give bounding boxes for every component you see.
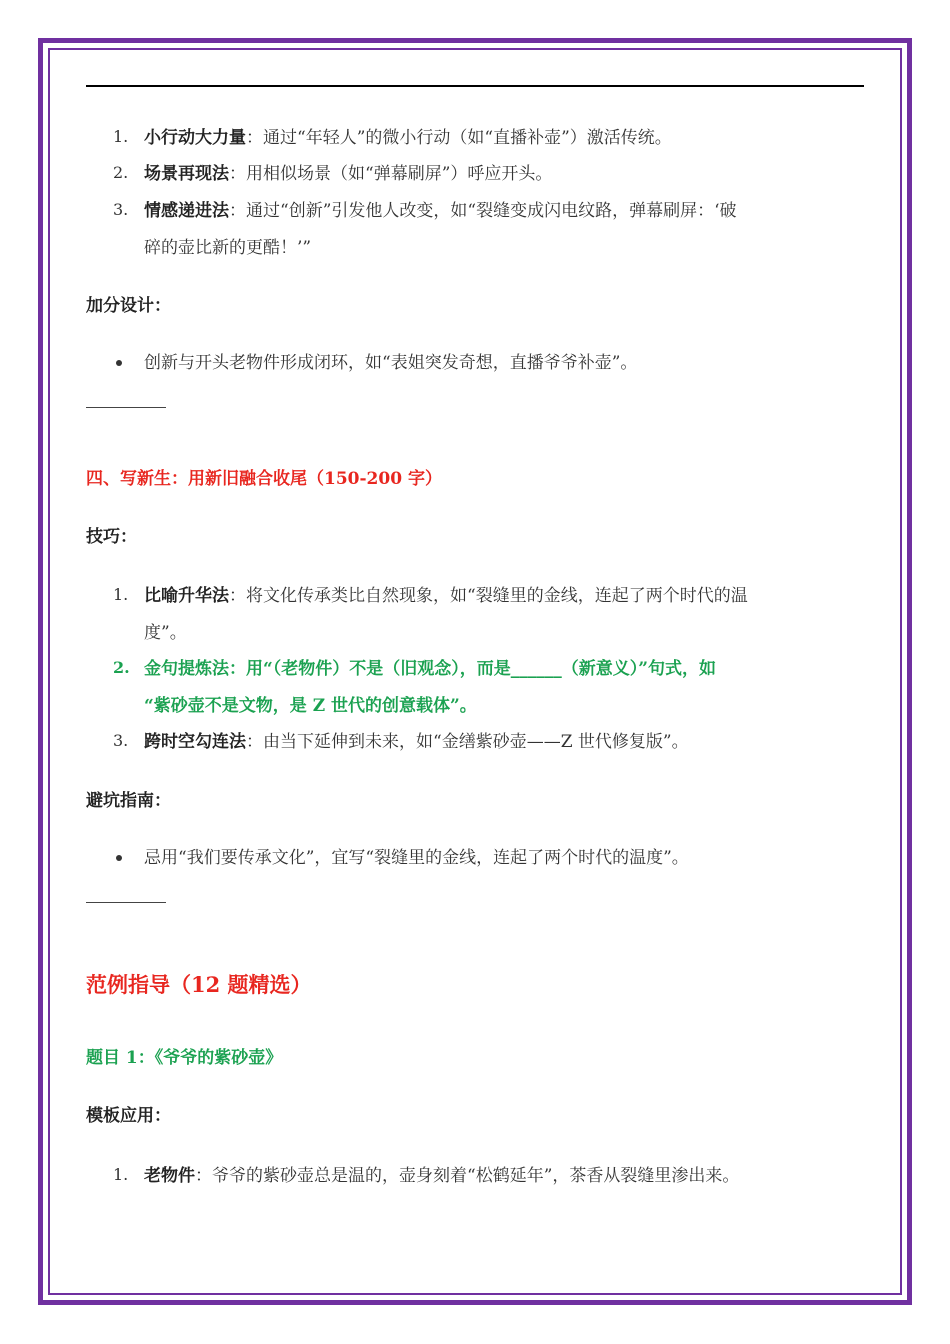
list-item-continuation: 碎的壶比新的更酷！’” — [144, 238, 312, 258]
list-item: 场景再现法：用相似场景（如“弹幕刷屏”）呼应开头。 — [144, 164, 553, 184]
list-number: 3. — [113, 200, 129, 219]
bullet-icon — [116, 855, 122, 861]
list-item: 情感递进法：通过“创新”引发他人改变，如“裂缝变成闪电纹路，弹幕刷屏：‘破 — [144, 201, 737, 221]
bullet-icon — [116, 360, 122, 366]
list-item: 老物件：爷爷的紫砂壶总是温的，壶身刻着“松鹤延年”，茶香从裂缝里渗出来。 — [144, 1166, 740, 1186]
list-number: 1. — [113, 585, 129, 604]
list-number: 2. — [113, 163, 129, 182]
list-item: 比喻升华法：将文化传承类比自然现象，如“裂缝里的金线，连起了两个时代的温 — [144, 586, 748, 606]
list-number: 1. — [113, 1165, 129, 1184]
list-item-continuation: “紫砂壶不是文物，是 Z 世代的创意载体”。 — [144, 696, 477, 716]
list-item: 跨时空勾连法：由当下延伸到未来，如“金缮紫砂壶——Z 世代修复版”。 — [144, 732, 689, 752]
avoid-item: 忌用“我们要传承文化”，宜写“裂缝里的金线，连起了两个时代的温度”。 — [144, 848, 689, 868]
avoid-label: 避坑指南： — [86, 791, 171, 811]
bonus-label: 加分设计： — [86, 296, 171, 316]
topic1-title: 题目 1：《爷爷的紫砂壶》 — [86, 1048, 283, 1068]
list-number: 1. — [113, 127, 129, 146]
top-divider — [86, 85, 864, 87]
list-item-highlight: 金句提炼法：用“（老物件）不是（旧观念），而是______（新意义）”句式，如 — [144, 659, 717, 679]
examples-heading: 范例指导（12 题精选） — [86, 972, 312, 997]
tips-label: 技巧： — [86, 527, 137, 547]
section-divider — [86, 902, 166, 903]
template-label: 模板应用： — [86, 1106, 171, 1126]
list-item-continuation: 度”。 — [144, 623, 187, 643]
list-item: 小行动大力量：通过“年轻人”的微小行动（如“直播补壶”）激活传统。 — [144, 128, 672, 148]
list-number: 2. — [113, 658, 130, 677]
list-number: 3. — [113, 731, 129, 750]
section-divider — [86, 407, 166, 408]
bonus-item: 创新与开头老物件形成闭环，如“表姐突发奇想，直播爷爷补壶”。 — [144, 353, 638, 373]
section4-heading: 四、写新生：用新旧融合收尾（150-200 字） — [86, 469, 442, 489]
